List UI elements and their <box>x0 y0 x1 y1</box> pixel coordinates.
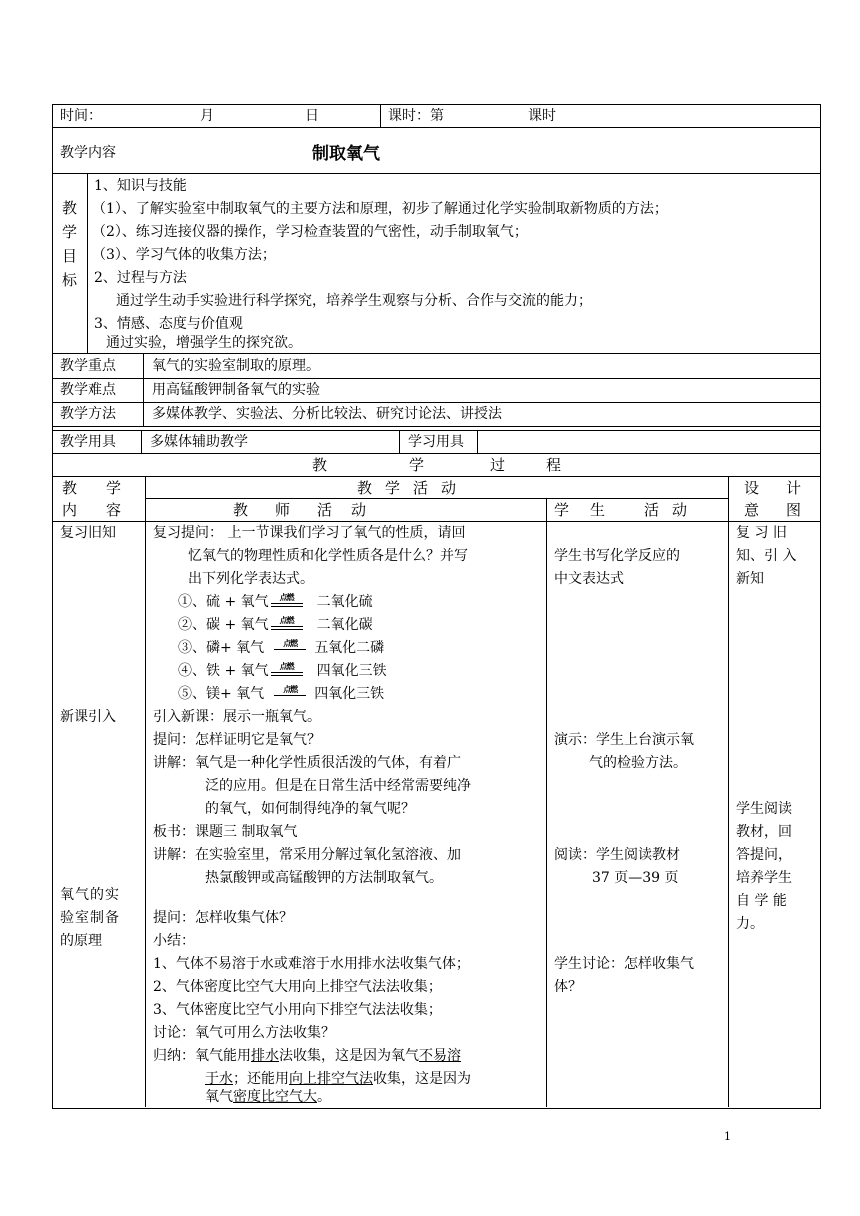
period-suffix: 课时 <box>528 108 556 124</box>
design-read: 答提问， <box>736 847 792 863</box>
reaction-2: ②、碳 + 氧气 点燃 二氧化碳 <box>178 614 373 638</box>
ignite-sign: 点燃 <box>272 683 308 707</box>
reaction-3: ③、磷+ 氧气 点燃 五氧化二磷 <box>178 637 384 661</box>
key-point-value: 氧气的实验室制取的原理。 <box>152 358 320 374</box>
vline <box>141 430 142 453</box>
teacher-summary-line: 3、气体密度比空气小用向下排空气法法收集； <box>153 1002 442 1018</box>
student-demo: 演示：学生上台演示氧 <box>554 732 694 748</box>
teacher-review: 复习提问： 上一节课我们学习了氧气的性质，请回 <box>153 525 466 541</box>
design-review: 复 习 旧 <box>736 525 787 541</box>
student-read: 37 页—39 页 <box>592 870 679 886</box>
page-number: 1 <box>724 1130 731 1143</box>
teacher-question-2: 提问：怎样收集气体？ <box>153 910 293 926</box>
teacher-explain-2: 热氯酸钾或高锰酸钾的方法制取氧气。 <box>205 870 443 886</box>
period-label: 课时：第 <box>388 108 444 124</box>
teacher-conclude: 归纳：氧气能用排水法收集，这是因为氧气不易溶 <box>153 1048 461 1064</box>
reaction-1: ①、硫 + 氧气 点燃 二氧化硫 <box>178 591 373 615</box>
step-principle: 的原理 <box>60 933 102 949</box>
month-label: 月 <box>200 108 214 124</box>
content-label: 教学内容 <box>60 145 116 161</box>
teacher-summary-line: 2、气体密度比空气大用向上排空气法法收集； <box>153 979 442 995</box>
lesson-title: 制取氧气 <box>312 144 380 164</box>
ignite-sign: 点燃 <box>269 591 305 615</box>
time-label: 时间： <box>60 108 102 124</box>
objectives-label: 教 学 目 标 <box>61 199 77 289</box>
ignite-sign: 点燃 <box>269 614 305 638</box>
teacher-question-1: 提问：怎样证明它是氧气？ <box>153 732 321 748</box>
method-value: 多媒体教学、实验法、分析比较法、研究讨论法、讲授法 <box>152 406 502 422</box>
ignite-sign: 点燃 <box>269 660 305 684</box>
vline <box>477 430 478 453</box>
teacher-review: 忆氧气的物理性质和化学性质各是什么？并写 <box>188 548 468 564</box>
teacher-conclude: 于水；还能用向上排空气法收集，这是因为 <box>205 1071 471 1087</box>
step-principle: 验室制备 <box>60 910 120 926</box>
hline <box>52 173 820 174</box>
teacher-board: 板书：课题三 制取氧气 <box>153 824 298 840</box>
vline <box>145 476 146 1107</box>
difficulty-label: 教学难点 <box>60 382 116 398</box>
design-read: 自 学 能 <box>736 893 787 909</box>
key-point-label: 教学重点 <box>60 358 116 374</box>
teacher-review: 出下列化学表达式。 <box>188 571 314 587</box>
objective-line: 2、过程与方法 <box>94 270 187 286</box>
design-read: 力。 <box>736 916 764 932</box>
teacher-summary-line: 1、气体不易溶于水或难溶于水用排水法收集气体； <box>153 956 470 972</box>
student-write: 中文表达式 <box>554 571 624 587</box>
teacher-conclude: 氧气密度比空气大。 <box>205 1089 331 1105</box>
ignite-sign: 点燃 <box>272 637 308 661</box>
design-read: 学生阅读 <box>736 801 792 817</box>
objective-line: 通过实验，增强学生的探究欲。 <box>106 335 302 351</box>
vline <box>87 173 88 353</box>
day-label: 日 <box>305 108 319 124</box>
method-label: 教学方法 <box>60 406 116 422</box>
study-tools-label: 学习用具 <box>408 434 464 450</box>
teacher-explain-1: 泛的应用。但是在日常生活中经常需要纯净 <box>205 778 471 794</box>
objective-line: （2）、练习连接仪器的操作，学习检查装置的气密性，动手制取氧气； <box>92 224 528 240</box>
objective-line: 1、知识与技能 <box>94 178 187 194</box>
step-review: 复习旧知 <box>60 525 116 541</box>
tools-value: 多媒体辅助教学 <box>150 434 248 450</box>
teacher-intro: 引入新课：展示一瓶氧气。 <box>153 709 321 725</box>
step-new-lesson: 新课引入 <box>60 709 116 725</box>
vline <box>380 104 381 127</box>
design-read: 培养学生 <box>736 870 792 886</box>
objective-line: （3）、学习气体的收集方法； <box>92 247 276 263</box>
teacher-explain-1: 的氧气，如何制得纯净的氧气呢？ <box>205 801 415 817</box>
difficulty-value: 用高锰酸钾制备氧气的实验 <box>152 382 320 398</box>
student-read: 阅读：学生阅读教材 <box>554 847 680 863</box>
design-review: 知、引 入 <box>736 548 797 564</box>
student-discuss: 体？ <box>554 979 582 995</box>
objective-line: 3、情感、态度与价值观 <box>94 316 243 332</box>
student-discuss: 学生讨论：怎样收集气 <box>554 956 694 972</box>
reaction-4: ④、铁 + 氧气 点燃 四氧化三铁 <box>178 660 387 684</box>
design-read: 教材，回 <box>736 824 792 840</box>
teacher-discuss: 讨论：氧气可用么方法收集？ <box>153 1025 335 1041</box>
student-demo: 气的检验方法。 <box>589 755 687 771</box>
teacher-explain-1: 讲解：氧气是一种化学性质很活泼的气体，有着广 <box>153 755 461 771</box>
vline <box>728 476 729 1107</box>
teacher-explain-2: 讲解：在实验室里，常采用分解过氧化氢溶液、加 <box>153 847 461 863</box>
step-principle: 氧气的实 <box>60 887 120 903</box>
tools-label: 教学用具 <box>60 434 116 450</box>
student-write: 学生书写化学反应的 <box>554 548 680 564</box>
vline <box>546 498 547 1107</box>
design-review: 新知 <box>736 571 764 587</box>
hline <box>52 426 820 427</box>
reaction-5: ⑤、镁+ 氧气 点燃 四氧化三铁 <box>178 683 384 707</box>
teacher-summary-label: 小结： <box>153 933 195 949</box>
hline <box>52 476 820 477</box>
objective-line: （1）、了解实验室中制取氧气的主要方法和原理，初步了解通过化学实验制取新物质的方法； <box>92 201 668 217</box>
objective-line: 通过学生动手实验进行科学探究，培养学生观察与分析、合作与交流的能力； <box>116 293 592 309</box>
vline <box>399 430 400 453</box>
lesson-plan-page: 时间： 月 日 课时：第 课时 教学内容 制取氧气 教 学 目 标 1、知识与技能 （1）、了解实验室中制取氧气的主要方法和原理，初步了解通过化学实验制取新物质的方法； （2）、练习连接仪器的操作，学习检查装置的气密性，动手制取氧气； （3）、学习气体的收集方法； 2、过程与方法 通过学生动手实验进行科学探究，培养学生观察与分析、合作与交流的能力； 3、情感、态度与价值观 通过实验，增强学生的探究欲。 教学重点 氧气的实验室制取的原理。 教学难点 用高锰酸钾制备氧气的实验 教学方法 多媒体教学、实验法、分析比较法、研究讨论法、讲授法 教学用具 多媒体辅助教学 学习用具 教 学 过 程 教 学 内 容 教 学 活 动 教 师 活 动 学 生 活 动 设 计 意 图 复习旧知 新课引入 氧气的实 验室制备 的原理 复习提问： 上一节课我们学习了氧气的性质，请回 忆氧气的物理性质和化学性质各是什么？并写 出下列化学表达式。 ①、硫 + 氧气 点燃 二氧化硫 ②、碳 + 氧气 点燃 二氧化碳 ③、磷+ 氧气 点燃 五氧化二磷 ④、铁 + 氧气 点燃 四氧化三铁 ⑤、镁+ 氧气 点燃 四氧化三铁 引入新课：展示一瓶氧气。 提问：怎样证明它是氧气？ 讲解：氧气是一种化学性质很活泼的气体，有着广 泛的应用。但是在日常生活中经常需要纯净 的氧气，如何制得纯净的氧气呢？ 板书：课题三 制取氧气 讲解：在实验室里，常采用分解过氧化氢溶液、加 热氯酸钾或高锰酸钾的方法制取氧气。 提问：怎样收集气体？ 小结： 1、气体不易溶于水或难溶于水用排水法收集气体； 2、气体密度比空气大用向上排空气法法收集； 3、气体密度比空气小用向下排空气法法收集； 讨论：氧气可用么方法收集？ 归纳：氧气能用排水法收集，这是因为氧气不易溶 于水；还能用向上排空气法收集，这是因为 氧气密度比空气大。 学生书写化学反应的 中文表达式 演示：学生上台演示氧 气的检验方法。 阅读：学生阅读教材 37 页—39 页 学生讨论：怎样收集气 体？ 复 习 旧 知、引 入 新知 学生阅读 教材，回 答提问， 培养学生 自 学 能 力。 1 <box>0 0 860 1216</box>
vline <box>143 353 144 426</box>
